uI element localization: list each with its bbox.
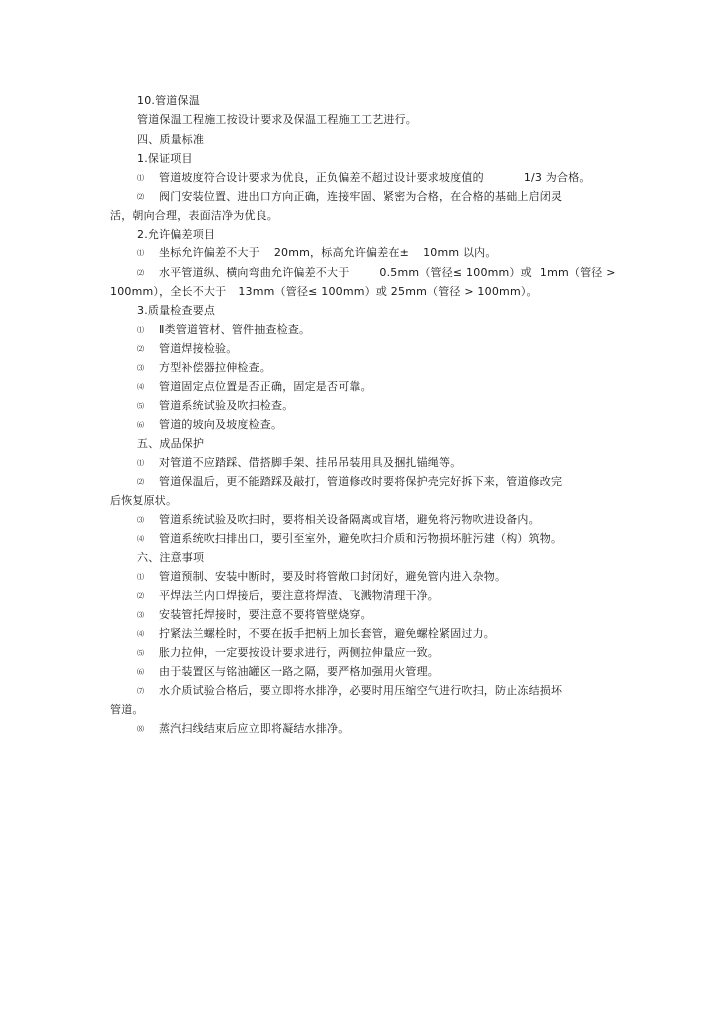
item-text: 管道系统吹扫排出口，要引至室外，避免吹扫介质和污物损坏脏污建（构）筑物。 [159, 532, 563, 545]
item-text: 管道系统试验及吹扫检查。 [159, 399, 294, 412]
list-item [137, 684, 562, 698]
paragraph: 管道保温工程施工按设计要求及保温工程施工工艺进行。 [137, 113, 417, 126]
item-text: 水介质试验合格后，要立即将水排净，必要时用压缩空气进行吹扫，防止冻结损坏 [159, 684, 563, 697]
list-item [137, 570, 506, 584]
item-text-cont: 20mm，标高允许偏差在± [273, 246, 410, 259]
list-item [137, 475, 562, 489]
list-item [137, 532, 562, 546]
item-text-cont: 0.5mm（管径≤ 100mm）或 [379, 266, 532, 279]
item-number: ⑶ [137, 611, 145, 619]
item-number: ⑸ [137, 402, 145, 410]
item-text: Ⅱ类管道管材、管件抽查检查。 [159, 323, 311, 336]
paragraph-continuation [110, 285, 538, 299]
item-number: ⑻ [137, 725, 145, 733]
list-item [137, 361, 271, 375]
list-item [137, 266, 616, 280]
list-item [137, 627, 495, 641]
item-text: 管道预制、安装中断时，要及时将管敞口封闭好，避免管内进入杂物。 [159, 570, 507, 583]
list-item [137, 190, 562, 204]
list-item [137, 513, 540, 527]
item-text: 100mm），全长不大于 [110, 285, 227, 298]
item-text: 拧紧法兰螺栓时，不要在扳手把柄上加长套管，避免螺栓紧固过力。 [159, 627, 495, 640]
list-item [137, 171, 591, 185]
item-text: 坐标允许偏差不大于 [159, 246, 260, 259]
item-text: 由于装置区与铭油罐区一路之隔，要严格加强用火管理。 [159, 665, 439, 678]
item-text-cont: 1mm（管径 > [539, 266, 616, 279]
item-text: 方型补偿器拉伸检查。 [159, 361, 271, 374]
subsection-heading: 1.保证项目 [137, 152, 193, 165]
item-number: ⑴ [137, 573, 145, 581]
item-text: 对管道不应踏踩、借搭脚手架、挂吊吊装用具及捆扎锚绳等。 [159, 456, 462, 469]
item-text: 管道固定点位置是否正确，固定是否可靠。 [159, 380, 372, 393]
item-number: ⑹ [137, 421, 145, 429]
list-item [137, 646, 439, 660]
item-number: ⑴ [137, 459, 145, 467]
item-text: 平焊法兰内口焊接后，要注意将焊渣、飞溅物清理干净。 [159, 589, 439, 602]
list-item [137, 665, 439, 679]
list-item [137, 418, 282, 432]
item-number: ⑵ [137, 478, 145, 486]
paragraph-continuation: 活，朝向合理，表面洁净为优良。 [110, 209, 278, 222]
list-item [137, 246, 497, 260]
item-number: ⑴ [137, 249, 145, 257]
item-text: 水平管道纵、横向弯曲允许偏差不大于 [159, 266, 350, 279]
item-text: 胀力拉伸，一定要按设计要求进行，两侧拉伸量应一致。 [159, 646, 439, 659]
item-text: 管道的坡向及坡度检查。 [159, 418, 283, 431]
item-text: 管道坡度符合设计要求为优良，正负偏差不超过设计要求坡度值的 [159, 171, 484, 184]
item-number: ⑶ [137, 516, 145, 524]
item-number: ⑹ [137, 668, 145, 676]
paragraph-continuation: 管道。 [110, 703, 144, 716]
item-text: 管道焊接检验。 [159, 342, 238, 355]
list-item [137, 342, 237, 356]
item-text: 管道保温后，更不能踏踩及敲打，管道修改时要将保护壳完好拆下来，管道修改完 [159, 475, 563, 488]
list-item [137, 722, 349, 736]
item-number: ⑷ [137, 383, 145, 391]
section-heading: 10.管道保温 [137, 94, 200, 107]
item-text-cont: 13mm（管径≤ 100mm）或 25mm（管径 > 100mm）。 [238, 285, 538, 298]
list-item [137, 399, 293, 413]
item-number: ⑵ [137, 269, 145, 277]
item-number: ⑺ [137, 687, 145, 695]
subsection-heading: 3.质量检查要点 [137, 304, 216, 317]
list-item [137, 608, 372, 622]
item-number: ⑸ [137, 649, 145, 657]
item-text-cont: 1/3 为合格。 [523, 171, 591, 184]
list-item [137, 380, 372, 394]
item-text: 安装管托焊接时，要注意不要将管壁烧穿。 [159, 608, 372, 621]
section-heading: 六、注意事项 [137, 551, 205, 564]
item-text-cont: 10mm 以内。 [423, 246, 497, 259]
item-number: ⑴ [137, 174, 145, 182]
item-number: ⑷ [137, 535, 145, 543]
item-number: ⑶ [137, 364, 145, 372]
list-item [137, 456, 461, 470]
list-item [137, 323, 310, 337]
item-number: ⑴ [137, 326, 145, 334]
item-text: 蒸汽扫线结束后应立即将凝结水排净。 [159, 722, 350, 735]
item-number: ⑵ [137, 592, 145, 600]
section-heading: 四、质量标准 [137, 133, 205, 146]
item-number: ⑵ [137, 345, 145, 353]
item-number: ⑵ [137, 193, 145, 201]
item-number: ⑷ [137, 630, 145, 638]
item-text: 管道系统试验及吹扫时，要将相关设备隔离或盲堵，避免将污物吹进设备内。 [159, 513, 540, 526]
item-text: 阀门安装位置、进出口方向正确，连接牢固、紧密为合格，在合格的基础上启闭灵 [159, 190, 563, 203]
list-item [137, 589, 439, 603]
section-heading: 五、成品保护 [137, 437, 205, 450]
paragraph-continuation: 后恢复原状。 [110, 494, 178, 507]
subsection-heading: 2.允许偏差项目 [137, 228, 216, 241]
